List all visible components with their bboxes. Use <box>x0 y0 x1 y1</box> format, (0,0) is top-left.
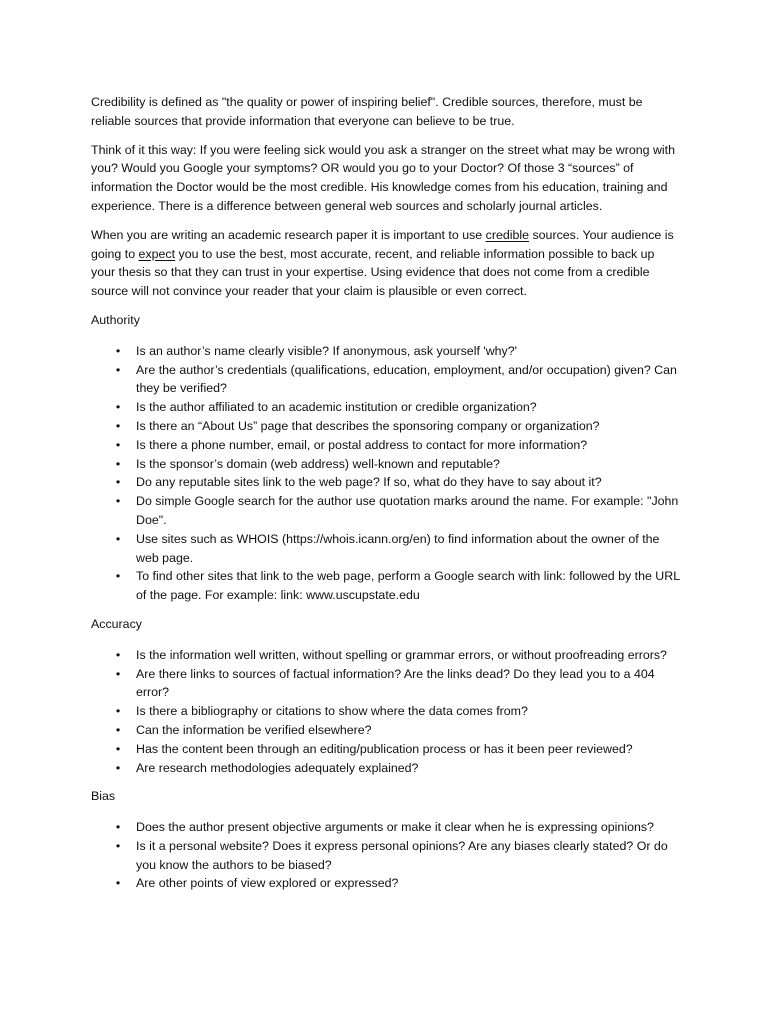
list-item <box>91 646 681 665</box>
list-item <box>91 721 681 740</box>
list-item <box>91 455 681 474</box>
bullet-icon: • <box>115 722 121 737</box>
list-item <box>91 567 681 605</box>
list-item <box>91 702 681 721</box>
list-item <box>91 759 681 778</box>
list-item <box>91 818 681 837</box>
analogy-paragraph: Think of it this way: If you were feeling sick would you ask a stranger on the street what may be wrong with you? Would you Google your symptoms? OR would you go to your Doctor? Of those 3 “sources” of information the Doctor would be the most credible. His knowledge comes from his education, training and experience. There is a difference between general web sources and scholarly journal articles. <box>91 142 676 213</box>
list-item-text: Is the sponsor’s domain (web address) well-known and reputable? <box>136 456 500 471</box>
list-item-text: Does the author present objective arguments or make it clear when he is expressing opinions? <box>136 820 654 835</box>
list-item <box>91 473 681 492</box>
list-item-text: Are the author’s credentials (qualifications, education, employment, and/or occupation) given? Can they be verified? <box>136 362 677 396</box>
bullet-icon: • <box>115 362 121 377</box>
bullet-icon: • <box>115 418 121 433</box>
list-item <box>91 740 681 759</box>
research-text-part2: sources. Your audience is going to <box>91 227 674 261</box>
list-item-text: Is an author’s name clearly visible? If anonymous, ask yourself 'why?' <box>136 343 517 358</box>
bullet-icon: • <box>115 569 121 584</box>
section-heading-authority: Authority <box>91 312 140 327</box>
list-item-text: Is there a phone number, email, or postal address to contact for more information? <box>136 437 588 452</box>
list-item <box>91 665 681 703</box>
bullet-icon: • <box>115 820 121 835</box>
list-item <box>91 342 681 361</box>
section-heading-bias: Bias <box>91 789 116 804</box>
bullet-icon: • <box>115 760 121 775</box>
list-item-text: To find other sites that link to the web page, perform a Google search with link: followed by the URL of the page. For example: link: www.uscupstate.edu <box>136 569 680 603</box>
research-text-part3: you to use the best, most accurate, recent, and reliable information possible to back up your thesis so that they can trust in your expertise. Using evidence that does not come from a credible source will not convince your reader that your claim is plausible or even correct. <box>91 246 655 299</box>
emphasis-expect: expect <box>138 246 176 261</box>
intro-paragraph: Credibility is defined as "the quality or power of inspiring belief". Credible sources, therefore, must be reliable sources that provide information that everyone can believe to be true. <box>91 95 643 128</box>
bullet-icon: • <box>115 456 121 471</box>
research-paragraph <box>91 226 681 301</box>
list-item-text: Is there a bibliography or citations to show where the data comes from? <box>136 704 528 719</box>
list-item-text: Use sites such as WHOIS (https://whois.icann.org/en) to find information about the owner of the web page. <box>136 531 660 565</box>
bullet-icon: • <box>115 741 121 756</box>
accuracy-list <box>91 646 681 778</box>
list-item-text: Is the information well written, without spelling or grammar errors, or without proofreading errors? <box>136 647 667 662</box>
bullet-icon: • <box>115 437 121 452</box>
list-item-text: Is the author affiliated to an academic institution or credible organization? <box>136 400 537 415</box>
list-item-text: Are other points of view explored or expressed? <box>136 876 399 891</box>
bullet-icon: • <box>115 647 121 662</box>
section-heading-accuracy: Accuracy <box>91 616 142 631</box>
list-item <box>91 417 681 436</box>
bullet-icon: • <box>115 876 121 891</box>
list-item-text: Are there links to sources of factual information? Are the links dead? Do they lead you to a 404 error? <box>136 666 655 700</box>
bullet-icon: • <box>115 400 121 415</box>
list-item-text: Can the information be verified elsewhere? <box>136 722 372 737</box>
bias-list <box>91 818 681 893</box>
list-item <box>91 874 681 893</box>
bullet-icon: • <box>115 704 121 719</box>
list-item-text: Is it a personal website? Does it express personal opinions? Are any biases clearly stated? Or do you know the authors to be biased? <box>136 838 668 872</box>
bullet-icon: • <box>115 475 121 490</box>
research-text-part1: When you are writing an academic research paper it is important to use <box>91 227 486 242</box>
list-item <box>91 436 681 455</box>
list-item <box>91 361 681 399</box>
bullet-icon: • <box>115 838 121 853</box>
list-item-text: Do simple Google search for the author use quotation marks around the name. For example: "John Doe". <box>136 494 679 527</box>
list-item-text: Has the content been through an editing/publication process or has it been peer reviewed? <box>136 741 633 756</box>
emphasis-credible: credible <box>485 227 530 242</box>
bullet-icon: • <box>115 494 121 509</box>
list-item <box>91 492 681 530</box>
bullet-icon: • <box>115 666 121 681</box>
authority-list <box>91 342 681 605</box>
document-body <box>91 93 681 903</box>
list-item-text: Is there an “About Us” page that describes the sponsoring company or organization? <box>136 418 600 433</box>
list-item <box>91 530 681 568</box>
list-item <box>91 398 681 417</box>
bullet-icon: • <box>115 343 121 358</box>
list-item-text: Do any reputable sites link to the web page? If so, what do they have to say about it? <box>136 475 602 490</box>
bullet-icon: • <box>115 531 121 546</box>
list-item-text: Are research methodologies adequately explained? <box>136 760 419 775</box>
list-item <box>91 837 681 875</box>
